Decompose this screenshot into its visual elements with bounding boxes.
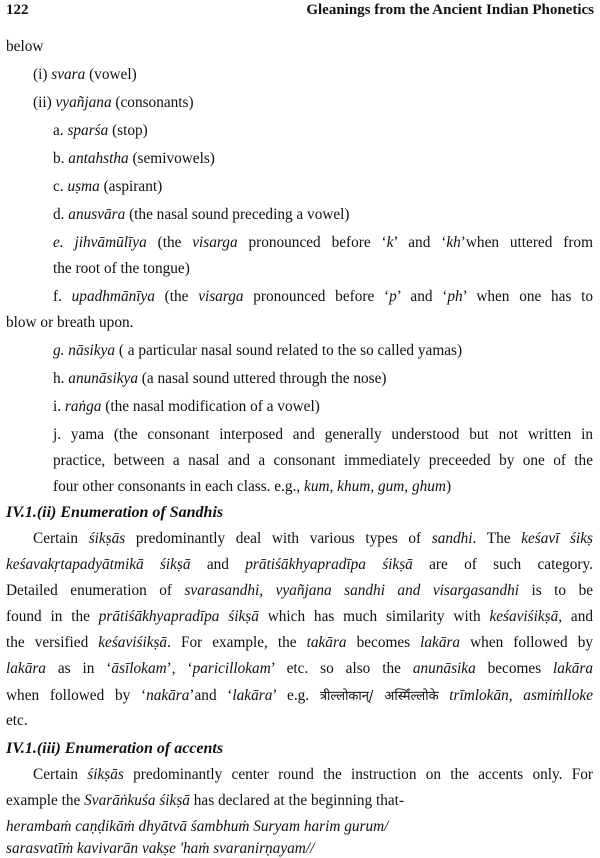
- list-item-ii: (ii) vyañjana (consonants): [33, 94, 194, 111]
- accents-para-line2: example the Svarāṅkuśa śikṣā has declared at the beginning that-: [6, 792, 405, 809]
- sandhi-para-line8: etc.: [6, 712, 28, 729]
- accents-para-line1: Certain śikṣās predominantly center round the instruction on the accents only. For: [33, 766, 593, 783]
- sandhi-para-line5: the versified keśaviśikṣā. For example, the takāra becomes lakāra when followed by: [6, 634, 593, 651]
- intro-line: below: [6, 38, 44, 55]
- devanagari-example: त्रील्लोकान्/ अस्मिँल्लोके: [319, 689, 439, 704]
- list-item-i-small: i. raṅga (the nasal modification of a vowel): [53, 398, 320, 415]
- list-item-b: b. antahstha (semivowels): [53, 150, 215, 167]
- page-header: [0, 0, 600, 22]
- verse-line-2: sarasvatīṁ kavivarān vakṣe 'haṁ svaranirṇayam//: [6, 840, 315, 857]
- list-item-d: d. anusvāra (the nasal sound preceding a vowel): [53, 206, 350, 223]
- sandhi-para-line2: keśavakṛtapadyātmikā śikṣā and prātiśākhyapradīpa śikṣā are of such category.: [6, 556, 593, 573]
- sandhi-para-line4: found in the prātiśākhyapradīpa śikṣā which has much similarity with keśaviśikṣā, and: [6, 608, 593, 625]
- list-item-j-line3: four other consonants in each class. e.g., kum, khum, gum, ghum): [53, 478, 452, 495]
- section-heading-sandhis: IV.1.(ii) Enumeration of Sandhis: [6, 504, 224, 521]
- page-number: 122: [6, 2, 29, 18]
- list-item-c: c. uṣma (aspirant): [53, 178, 163, 195]
- list-item-a: a. sparśa (stop): [53, 122, 148, 139]
- sandhi-para-line7: when followed by ‘nakāra’and ‘lakāra’ e.g. त्रील्लोकान्/ अस्मिँल्लोके trīmlokān, asmiṁlloke: [6, 687, 593, 704]
- list-item-g: g. nāsikya ( a particular nasal sound related to the so called yamas): [53, 342, 463, 359]
- list-item-h: h. anunāsikya (a nasal sound uttered through the nose): [53, 370, 387, 387]
- list-item-f-line1: f. upadhmānīya (the visarga pronounced before ‘p’ and ‘ph’ when one has to: [53, 288, 594, 305]
- list-item-i: (i) svara (vowel): [33, 66, 137, 83]
- sandhi-para-line3: Detailed enumeration of svarasandhi, vyañjana sandhi and visargasandhi is to be: [6, 582, 594, 599]
- list-item-j-line1: j. yama (the consonant interposed and generally understood but not written in: [53, 426, 593, 443]
- running-title: Gleanings from the Ancient Indian Phonetics: [306, 2, 594, 18]
- list-item-f-line2: blow or breath upon.: [6, 314, 134, 331]
- list-item-e-line1: e. jihvāmūlīya (the visarga pronounced before ‘k’ and ‘kh’when uttered from: [53, 234, 593, 251]
- verse-line-1: herambaṁ caṇḍikāṁ dhyātvā śambhuṁ Suryam harim gurum/: [6, 818, 389, 835]
- section-heading-accents: IV.1.(iii) Enumeration of accents: [6, 740, 224, 757]
- list-item-e-line2: the root of the tongue): [53, 260, 190, 277]
- sandhi-para-line6: lakāra as in ‘āsīlokam’, ‘paricillokam’ etc. so also the anunāsika becomes lakāra: [6, 660, 593, 677]
- sandhi-para-line1: Certain śikṣās predominantly deal with various types of sandhi. The keśavī śikṣ: [33, 530, 594, 547]
- list-item-j-line2: practice, between a nasal and a consonant immediately preceeded by one of the: [53, 452, 593, 469]
